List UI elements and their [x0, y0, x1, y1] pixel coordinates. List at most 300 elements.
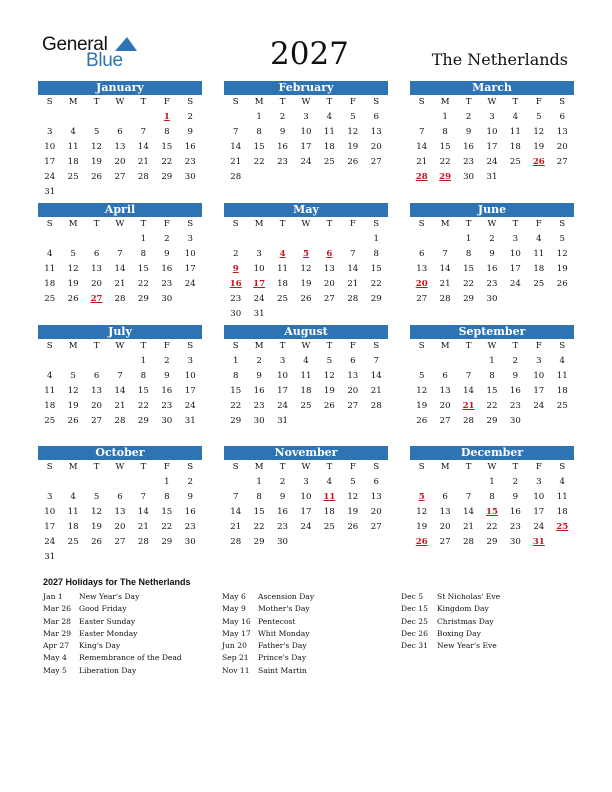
day-cell: 26	[347, 522, 359, 532]
weekday-label: W	[115, 97, 125, 107]
holiday-name: Liberation Day	[79, 665, 137, 675]
week-row	[224, 292, 388, 307]
day-cell: 30	[277, 537, 289, 547]
week-row	[224, 414, 388, 429]
day-cell: 27	[114, 172, 126, 182]
holiday-day-cell: 20	[415, 279, 428, 289]
day-cell	[341, 535, 364, 550]
holiday-entry	[43, 628, 182, 640]
day-cell: 16	[277, 507, 289, 517]
weekday-label: S	[232, 97, 239, 107]
day-cell	[341, 307, 364, 322]
holiday-entry	[222, 616, 314, 628]
week-row	[410, 475, 574, 490]
day-cell: 14	[230, 142, 242, 152]
day-cell: 11	[509, 127, 521, 137]
day-cell: 25	[509, 157, 521, 167]
day-cell	[38, 354, 61, 369]
day-cell	[61, 185, 84, 200]
holiday-date: Jun 20	[222, 641, 247, 651]
day-cell: 3	[489, 112, 495, 122]
holiday-day-cell: 31	[532, 537, 545, 547]
day-cell: 15	[463, 264, 475, 274]
weekday-label: T	[326, 219, 333, 229]
week-row	[410, 125, 574, 140]
logo-text-general: General	[42, 34, 108, 55]
day-cell: 11	[277, 264, 289, 274]
day-cell: 21	[463, 522, 475, 532]
day-cell	[224, 232, 247, 247]
day-cell: 5	[70, 249, 76, 259]
weekday-label: W	[487, 97, 497, 107]
holiday-date: Dec 26	[401, 628, 428, 638]
day-cell: 17	[533, 386, 545, 396]
day-cell: 24	[300, 157, 312, 167]
holiday-entry	[401, 628, 500, 640]
day-cell: 14	[347, 264, 359, 274]
week-row	[224, 232, 388, 247]
day-cell: 16	[253, 386, 265, 396]
day-cell: 2	[465, 112, 472, 122]
day-cell: 10	[184, 371, 196, 381]
day-cell: 1	[373, 234, 379, 244]
day-cell: 6	[559, 112, 565, 122]
day-cell	[504, 170, 527, 185]
day-cell: 5	[93, 492, 100, 502]
day-cell	[61, 475, 84, 490]
weekday-label: F	[163, 219, 170, 229]
weekday-label: W	[301, 219, 311, 229]
day-cell	[132, 550, 155, 565]
day-cell: 16	[463, 142, 475, 152]
week-row	[410, 369, 574, 384]
weekday-label: M	[440, 341, 450, 351]
day-cell	[61, 550, 84, 565]
day-cell: 23	[277, 522, 289, 532]
day-cell	[85, 475, 108, 490]
month-header: March	[410, 81, 574, 95]
holiday-day-cell: 27	[90, 294, 103, 304]
weekday-label: T	[279, 341, 286, 351]
day-cell: 8	[232, 371, 239, 381]
day-cell: 20	[370, 142, 382, 152]
day-cell: 6	[418, 249, 425, 259]
day-cell: 10	[253, 264, 265, 274]
day-cell	[61, 110, 84, 125]
day-cell: 7	[373, 356, 379, 366]
day-cell: 23	[509, 401, 521, 411]
day-cell: 29	[370, 294, 382, 304]
holiday-day-cell: 28	[415, 172, 428, 182]
day-cell: 6	[117, 492, 123, 502]
holiday-date: Jan 1	[43, 592, 63, 601]
day-cell: 1	[256, 477, 262, 487]
week-row	[224, 262, 388, 277]
weekday-label: W	[301, 97, 311, 107]
day-cell: 19	[91, 522, 103, 532]
day-cell	[61, 354, 84, 369]
day-cell: 24	[44, 172, 56, 182]
holiday-entry	[222, 665, 314, 677]
day-cell: 9	[279, 492, 286, 502]
day-cell: 25	[323, 157, 335, 167]
weekday-label: S	[418, 341, 425, 351]
day-cell: 18	[509, 142, 521, 152]
weekday-label: F	[349, 341, 356, 351]
week-row	[224, 490, 388, 505]
weekday-label: S	[559, 219, 566, 229]
weekday-label: T	[465, 97, 472, 107]
holiday-name: St Nicholas' Eve	[437, 592, 501, 601]
day-cell: 16	[509, 386, 521, 396]
day-cell	[527, 170, 550, 185]
day-cell: 20	[323, 279, 335, 289]
day-cell: 23	[463, 157, 475, 167]
day-cell: 3	[536, 477, 542, 487]
day-cell: 5	[536, 112, 542, 122]
day-cell: 12	[347, 492, 359, 502]
day-cell: 4	[326, 477, 333, 487]
month-header: May	[224, 203, 388, 217]
month-header: February	[224, 81, 388, 95]
day-cell: 21	[370, 386, 382, 396]
day-cell	[318, 414, 341, 429]
weekday-label: T	[512, 462, 519, 472]
weekday-label: S	[418, 219, 425, 229]
day-cell: 9	[164, 371, 170, 381]
day-cell: 13	[556, 127, 568, 137]
month-november	[224, 446, 388, 550]
day-cell	[108, 550, 131, 565]
day-cell	[61, 232, 84, 247]
holiday-date: Mar 28	[43, 616, 72, 626]
day-cell	[247, 232, 270, 247]
week-row	[410, 110, 574, 125]
day-cell: 30	[463, 172, 475, 182]
day-cell: 28	[230, 172, 242, 182]
weekday-label: T	[279, 97, 286, 107]
day-cell: 3	[303, 477, 309, 487]
day-cell: 20	[91, 401, 103, 411]
day-cell: 13	[323, 264, 335, 274]
day-cell: 1	[164, 477, 170, 487]
day-cell: 30	[486, 294, 498, 304]
day-cell: 25	[44, 416, 56, 426]
day-cell: 26	[556, 279, 568, 289]
day-cell: 22	[230, 401, 242, 411]
day-cell: 26	[300, 294, 312, 304]
holiday-date: Mar 29	[43, 628, 72, 638]
day-cell: 2	[279, 112, 286, 122]
day-cell: 28	[463, 416, 475, 426]
month-header: June	[410, 203, 574, 217]
day-cell	[85, 550, 108, 565]
day-cell	[224, 110, 247, 125]
weekday-row	[38, 460, 202, 475]
day-cell: 18	[556, 507, 568, 517]
day-cell: 22	[137, 401, 149, 411]
day-cell: 17	[184, 264, 196, 274]
weekday-label: S	[559, 462, 566, 472]
day-cell: 29	[230, 416, 242, 426]
day-cell: 2	[232, 249, 239, 259]
day-cell: 8	[442, 127, 448, 137]
weekday-label: T	[279, 462, 286, 472]
week-row	[38, 399, 202, 414]
day-cell	[318, 232, 341, 247]
day-cell: 3	[512, 234, 519, 244]
day-cell: 24	[300, 522, 312, 532]
day-cell: 9	[512, 371, 519, 381]
holiday-name: Easter Sunday	[79, 616, 136, 626]
weekday-label: M	[68, 462, 78, 472]
day-cell: 10	[486, 127, 498, 137]
day-cell: 4	[303, 356, 309, 366]
day-cell: 22	[486, 522, 498, 532]
day-cell: 29	[137, 294, 149, 304]
month-june	[410, 203, 574, 307]
day-cell: 19	[416, 401, 428, 411]
day-cell: 2	[187, 112, 193, 122]
day-cell	[433, 354, 456, 369]
day-cell: 1	[140, 356, 147, 366]
day-cell: 2	[512, 356, 519, 366]
holiday-day-cell: 1	[163, 112, 170, 122]
day-cell: 31	[486, 172, 498, 182]
weekday-label: S	[232, 462, 239, 472]
day-cell: 24	[533, 401, 545, 411]
day-cell: 12	[556, 249, 568, 259]
week-row	[38, 384, 202, 399]
day-cell: 2	[187, 477, 193, 487]
day-cell: 15	[253, 142, 265, 152]
month-header: September	[410, 325, 574, 339]
week-row	[224, 399, 388, 414]
day-cell: 26	[91, 537, 103, 547]
week-row	[224, 247, 388, 262]
day-cell: 28	[347, 294, 359, 304]
holiday-day-cell: 9	[232, 264, 239, 274]
day-cell: 21	[114, 401, 126, 411]
day-cell: 14	[114, 386, 126, 396]
day-cell	[108, 354, 131, 369]
day-cell	[551, 414, 574, 429]
holiday-entry	[222, 652, 314, 664]
weekday-row	[410, 339, 574, 354]
day-cell	[410, 354, 433, 369]
day-cell: 16	[509, 507, 521, 517]
week-row	[410, 262, 574, 277]
day-cell	[527, 414, 550, 429]
holiday-day-cell: 6	[326, 249, 333, 259]
day-cell: 17	[486, 142, 498, 152]
day-cell: 12	[416, 507, 428, 517]
day-cell: 27	[370, 157, 382, 167]
day-cell: 12	[67, 386, 79, 396]
day-cell	[457, 354, 480, 369]
holiday-day-cell: 21	[462, 401, 475, 411]
day-cell	[108, 110, 131, 125]
day-cell: 4	[70, 127, 76, 137]
weekday-label: S	[373, 341, 380, 351]
day-cell: 29	[253, 537, 265, 547]
day-cell: 11	[556, 492, 568, 502]
weekday-label: T	[465, 341, 472, 351]
holiday-day-cell: 17	[253, 279, 266, 289]
weekday-label: T	[140, 219, 147, 229]
day-cell: 8	[489, 492, 495, 502]
holiday-date: May 17	[222, 628, 251, 638]
weekday-label: T	[93, 462, 100, 472]
weekday-label: T	[93, 219, 100, 229]
holiday-entry	[43, 665, 182, 677]
weekday-label: M	[254, 219, 264, 229]
week-row	[224, 369, 388, 384]
day-cell: 17	[184, 386, 196, 396]
day-cell	[551, 292, 574, 307]
day-cell: 14	[370, 371, 382, 381]
day-cell: 29	[137, 416, 149, 426]
weekday-row	[410, 95, 574, 110]
weekday-label: S	[187, 462, 194, 472]
day-cell: 20	[370, 507, 382, 517]
weekday-label: S	[46, 462, 53, 472]
day-cell: 16	[277, 142, 289, 152]
holiday-name: Pentecost	[258, 616, 296, 626]
day-cell: 15	[161, 142, 173, 152]
day-cell	[38, 475, 61, 490]
day-cell: 25	[300, 401, 312, 411]
day-cell: 19	[323, 386, 335, 396]
day-cell: 8	[140, 371, 147, 381]
week-row	[224, 505, 388, 520]
day-cell	[410, 475, 433, 490]
day-cell: 19	[533, 142, 545, 152]
day-cell: 2	[489, 234, 495, 244]
week-row	[224, 277, 388, 292]
day-cell: 18	[277, 279, 289, 289]
day-cell: 11	[67, 507, 79, 517]
holiday-entry	[401, 616, 500, 628]
month-header: July	[38, 325, 202, 339]
day-cell	[551, 170, 574, 185]
day-cell	[365, 414, 388, 429]
day-cell: 16	[161, 264, 173, 274]
weekday-label: S	[373, 219, 380, 229]
holiday-name: Kingdom Day	[437, 604, 489, 614]
day-cell: 20	[114, 157, 126, 167]
day-cell	[155, 185, 178, 200]
day-cell: 4	[46, 371, 53, 381]
weekday-label: F	[535, 97, 542, 107]
day-cell: 9	[187, 492, 193, 502]
day-cell: 15	[161, 507, 173, 517]
day-cell: 28	[439, 294, 451, 304]
day-cell	[318, 535, 341, 550]
day-cell: 6	[93, 249, 100, 259]
day-cell: 21	[439, 279, 451, 289]
day-cell: 24	[44, 537, 56, 547]
holiday-day-cell: 5	[302, 249, 309, 259]
day-cell: 14	[137, 142, 149, 152]
day-cell: 22	[253, 522, 265, 532]
weekday-row	[38, 217, 202, 232]
weekday-label: M	[440, 97, 450, 107]
day-cell	[504, 292, 527, 307]
day-cell: 18	[300, 386, 312, 396]
day-cell: 25	[277, 294, 289, 304]
day-cell: 18	[67, 522, 79, 532]
week-row	[224, 155, 388, 170]
holiday-name: Saint Martin	[258, 665, 307, 675]
holidays-title: 2027 Holidays for The Netherlands	[43, 577, 191, 587]
day-cell: 5	[559, 234, 565, 244]
day-cell	[318, 307, 341, 322]
day-cell: 2	[279, 477, 286, 487]
holiday-column	[222, 591, 314, 677]
day-cell: 12	[347, 127, 359, 137]
holiday-name: Remembrance of the Dead	[79, 653, 182, 663]
day-cell: 12	[323, 371, 335, 381]
day-cell: 3	[187, 234, 193, 244]
day-cell: 4	[559, 356, 565, 366]
day-cell: 1	[232, 356, 239, 366]
week-row	[410, 490, 574, 505]
day-cell: 23	[277, 157, 289, 167]
weekday-label: M	[68, 341, 78, 351]
weekday-label: S	[559, 97, 566, 107]
week-row	[410, 277, 574, 292]
day-cell	[294, 232, 317, 247]
day-cell: 7	[117, 371, 123, 381]
day-cell: 8	[164, 492, 170, 502]
day-cell: 11	[44, 264, 56, 274]
week-row	[410, 354, 574, 369]
month-header: December	[410, 446, 574, 460]
day-cell: 19	[91, 157, 103, 167]
month-header: November	[224, 446, 388, 460]
day-cell: 20	[114, 522, 126, 532]
month-header: October	[38, 446, 202, 460]
day-cell: 23	[161, 401, 173, 411]
holiday-day-cell: 26	[532, 157, 545, 167]
holiday-date: Dec 25	[401, 616, 428, 626]
day-cell: 14	[416, 142, 428, 152]
weekday-row	[224, 217, 388, 232]
week-row	[38, 490, 202, 505]
weekday-label: M	[440, 219, 450, 229]
holiday-name: New Year's Eve	[437, 641, 497, 651]
day-cell	[365, 535, 388, 550]
day-cell: 29	[463, 294, 475, 304]
day-cell: 29	[486, 416, 498, 426]
week-row	[38, 140, 202, 155]
weekday-label: T	[279, 219, 286, 229]
day-cell: 22	[463, 279, 475, 289]
holiday-date: May 9	[222, 604, 246, 614]
day-cell: 11	[533, 249, 545, 259]
day-cell	[179, 292, 202, 307]
day-cell: 10	[533, 371, 545, 381]
day-cell	[271, 232, 294, 247]
day-cell: 3	[46, 127, 53, 137]
holiday-name: Prince's Day	[258, 653, 307, 663]
day-cell: 30	[161, 416, 173, 426]
day-cell: 6	[117, 127, 123, 137]
day-cell: 18	[44, 401, 56, 411]
weekday-label: T	[512, 341, 519, 351]
day-cell: 17	[44, 157, 56, 167]
